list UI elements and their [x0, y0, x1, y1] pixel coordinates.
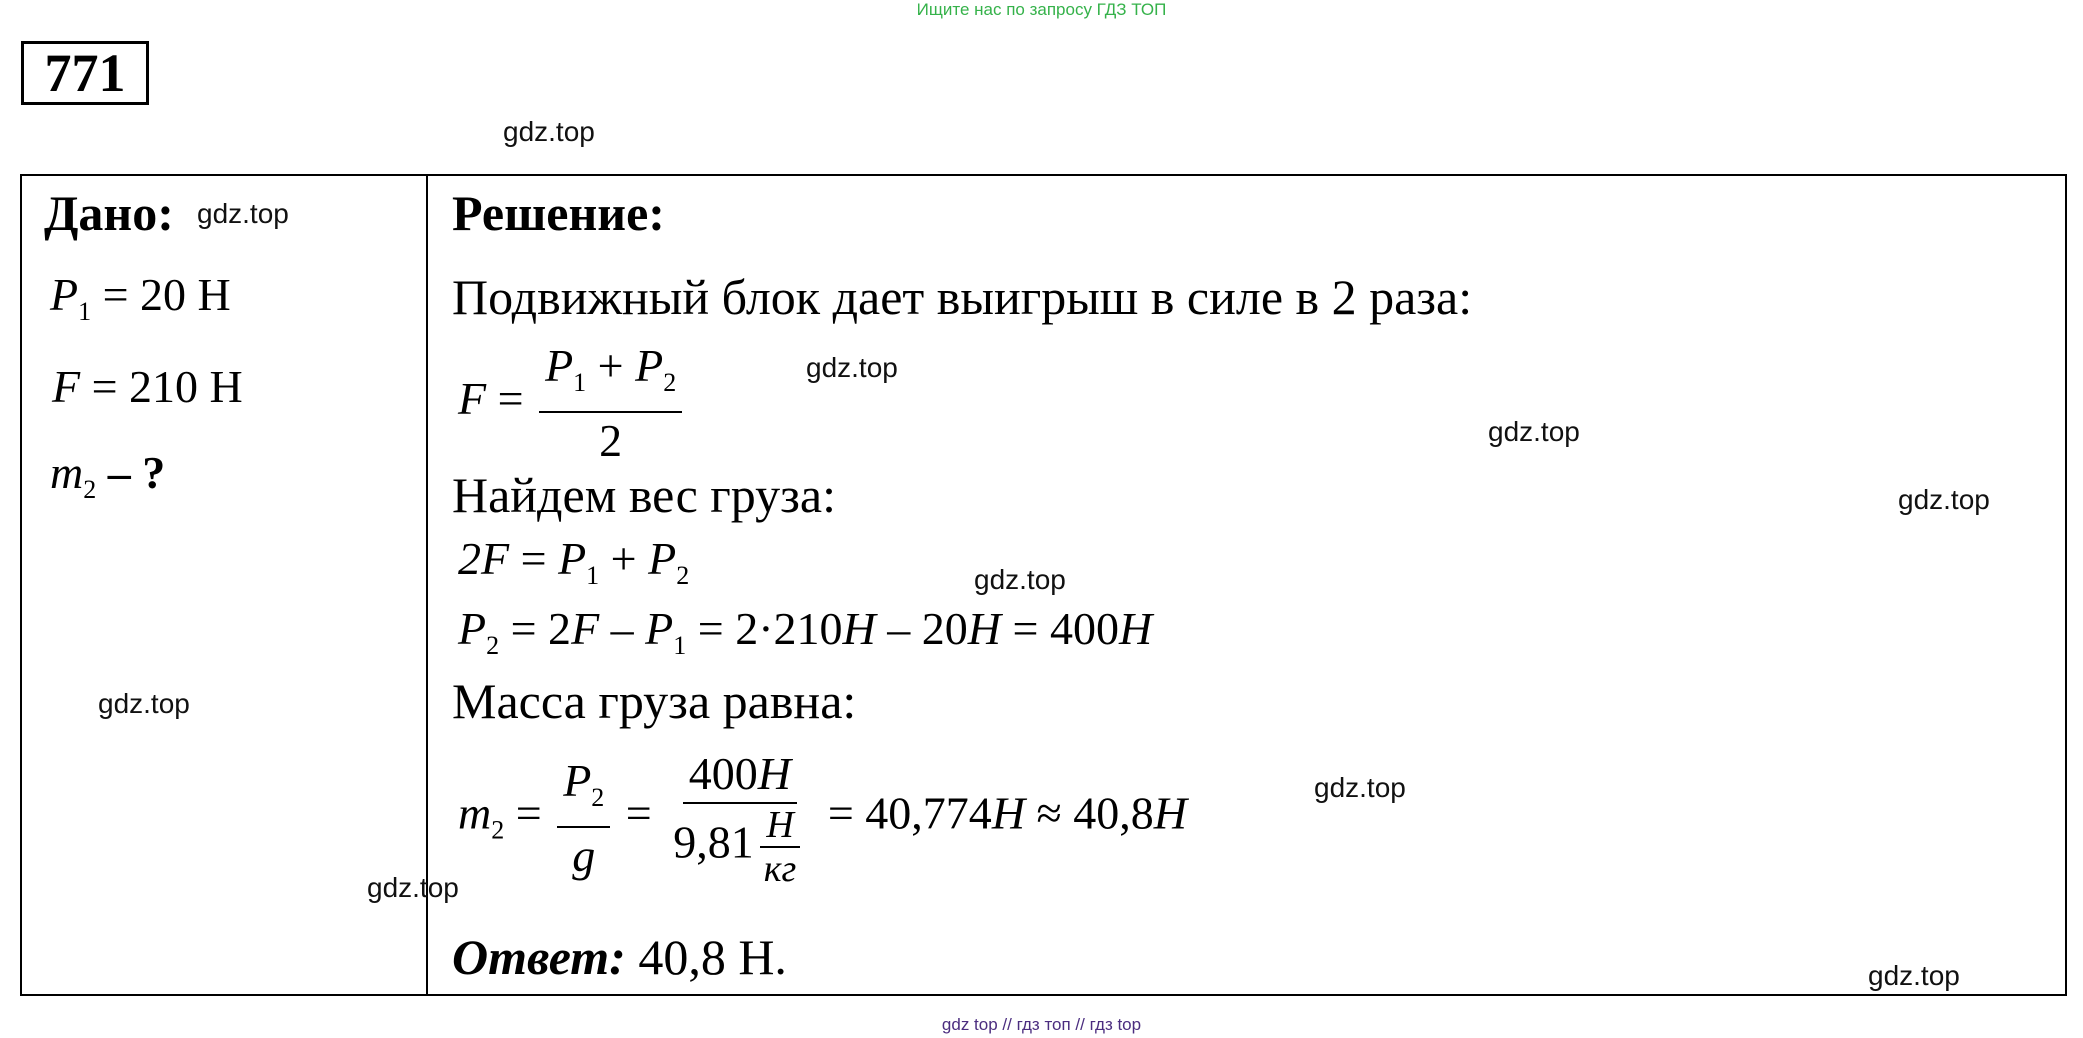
watermark: gdz.top	[98, 688, 190, 719]
top-banner: Ищите нас по запросу ГДЗ ТОП	[916, 0, 1167, 19]
formula-weight: $P_2 = 2F - P_1 = 2\cdot 210H - 20H = 400H$	[458, 603, 1153, 660]
watermark: gdz.top	[1314, 772, 1406, 803]
answer: Ответ: 40,8 Н.	[452, 929, 787, 985]
formula-force: F = $\frac{P_1 + P_2}{2}$	[458, 338, 686, 469]
watermark: gdz.top	[1488, 416, 1580, 447]
watermark: gdz.top	[503, 116, 595, 147]
watermark: gdz.top	[806, 352, 898, 383]
given-heading: Дано:	[44, 185, 174, 241]
watermark: gdz.top	[367, 872, 459, 903]
formula-sum: $2F = P_1 + P_2$	[458, 533, 690, 590]
solution-line-2: Найдем вес груза:	[452, 467, 836, 523]
watermark: gdz.top	[974, 564, 1066, 595]
formula-mass: $m_2$ = $\frac{P_2}{g}$ = 400H 9,81 $\frac{H}{кг}$ = 40,774H ≈ 40,8H	[458, 748, 1188, 890]
solution-heading: Решение:	[452, 185, 665, 241]
solution-line-3: Масса груза равна:	[452, 673, 857, 729]
task-number: 771	[21, 41, 149, 105]
given-p1: $P_1 = 20$ Н	[50, 269, 231, 326]
watermark: gdz.top	[197, 198, 289, 229]
watermark: gdz.top	[1898, 484, 1990, 515]
given-m2: $m_2$ – ?	[50, 447, 166, 504]
given-f: F = 210 Н	[52, 361, 243, 412]
watermark: gdz.top	[1868, 960, 1960, 991]
solution-line-1: Подвижный блок дает выигрыш в силе в 2 раза:	[452, 269, 1473, 325]
footer-links[interactable]: gdz top // гдз топ // гдз top	[941, 1015, 1142, 1034]
